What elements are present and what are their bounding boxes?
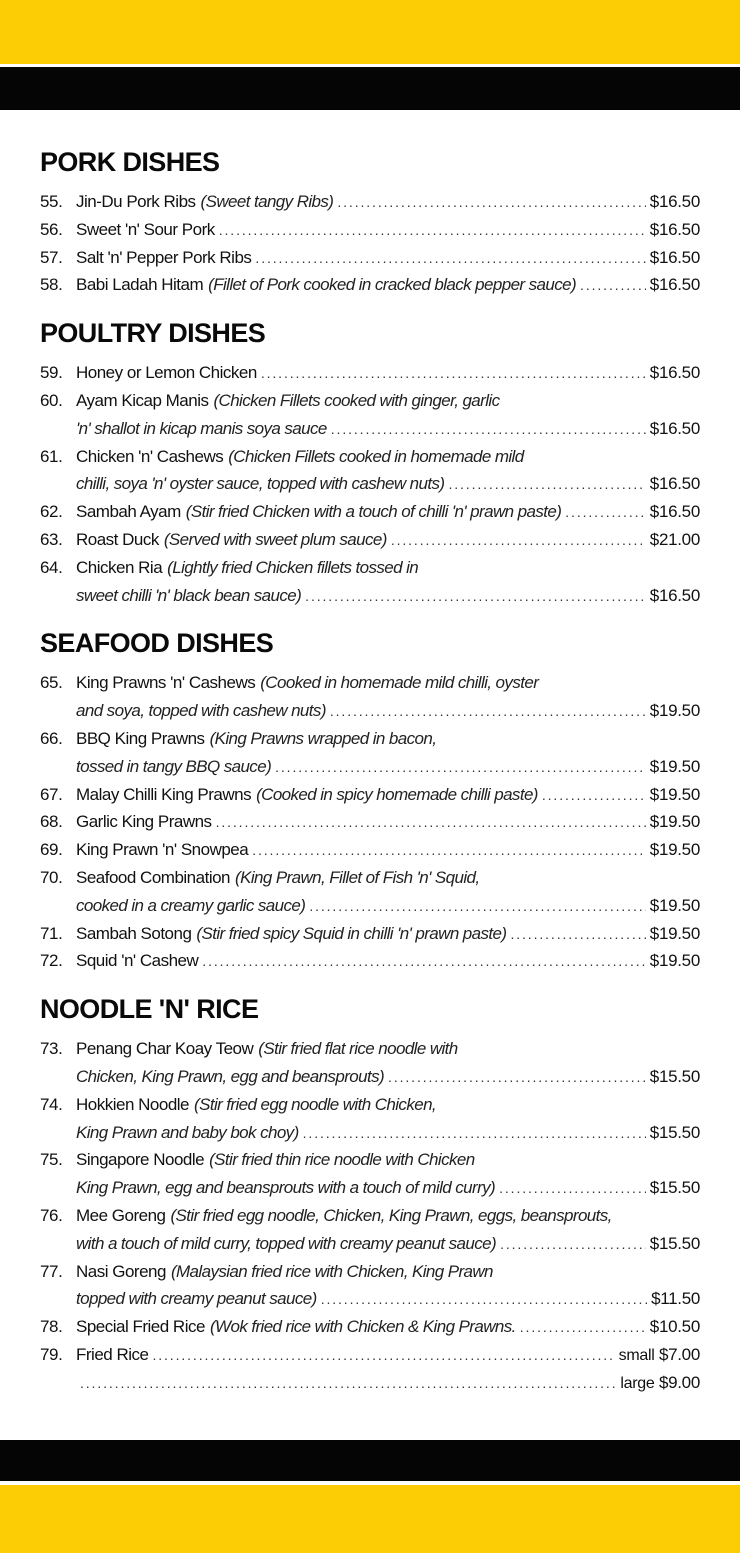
menu-item (40, 947, 700, 975)
item-price: $16.50 (649, 418, 700, 438)
dot-leader (331, 416, 646, 443)
dot-leader (216, 809, 646, 836)
dot-leader (152, 1342, 614, 1369)
dot-leader (202, 948, 646, 975)
menu-item-continuation (40, 1230, 700, 1258)
item-number: 72. (40, 951, 63, 971)
item-price: $19.50 (649, 784, 700, 804)
item-number: 60. (40, 390, 63, 410)
item-number: 57. (40, 247, 63, 267)
item-price: $21.00 (649, 529, 700, 549)
dot-leader (542, 782, 646, 809)
item-number: 55. (40, 192, 63, 211)
item-name: Sambah Sotong (76, 923, 192, 943)
menu-section (40, 311, 700, 609)
item-number: 73. (40, 1039, 63, 1059)
dot-leader (305, 583, 646, 610)
menu-item (40, 554, 700, 582)
item-number: 59. (40, 363, 63, 383)
dot-leader (565, 499, 646, 526)
menu-item-continuation (40, 697, 700, 725)
item-name: Special Fried Rice (76, 1317, 205, 1337)
menu-item (40, 808, 700, 836)
item-name: Garlic King Prawns (76, 812, 212, 832)
item-description: (Chicken Fillets cooked in homemade mild (228, 446, 524, 466)
item-description: (Stir fried egg noodle, Chicken, King Prawn, eggs, beansprouts, (170, 1205, 612, 1225)
item-name: Malay Chilli King Prawns (76, 784, 252, 804)
item-description: (Malaysian fried rice with Chicken, King Prawn (170, 1261, 493, 1281)
price-size-label: large (620, 1374, 655, 1392)
item-description: (Stir fried flat rice noodle with (258, 1039, 458, 1059)
item-name: Salt 'n' Pepper Pork Ribs (76, 247, 252, 267)
menu-item (40, 526, 700, 554)
bottom-black-band (0, 1440, 740, 1481)
dot-leader (255, 245, 645, 272)
menu-item-continuation (40, 1285, 700, 1313)
item-number: 67. (40, 784, 63, 804)
menu-item (40, 725, 700, 753)
item-number: 62. (40, 502, 63, 522)
item-description-continued: King Prawn and baby bok choy) (76, 1122, 299, 1142)
section-title: POULTRY DISHES (40, 318, 266, 349)
item-number: 68. (40, 812, 63, 832)
top-yellow-band (0, 0, 740, 64)
dot-leader (261, 360, 646, 387)
item-price: $16.50 (649, 585, 700, 605)
menu-item (40, 1035, 700, 1063)
menu-item (40, 1258, 700, 1286)
item-price: $16.50 (649, 192, 700, 211)
item-description-continued: King Prawn, egg and beansprouts with a touch of mild curry) (76, 1178, 496, 1198)
item-name: Sambah Ayam (76, 502, 181, 522)
item-description: (Served with sweet plum sauce) (163, 529, 387, 549)
item-number: 69. (40, 840, 63, 860)
menu-item (40, 1146, 700, 1174)
item-name: Jin-Du Pork Ribs (76, 192, 196, 211)
dot-leader (448, 471, 645, 498)
item-price: $16.50 (649, 363, 700, 383)
price-size-label: small (618, 1346, 655, 1364)
item-number: 77. (40, 1261, 63, 1281)
menu-item-continuation (40, 415, 700, 443)
dot-leader (303, 1120, 646, 1147)
item-name: Fried Rice (76, 1344, 149, 1364)
menu-item (40, 1313, 700, 1341)
menu-item-continuation (40, 582, 700, 610)
item-price: $11.50 (651, 1289, 700, 1309)
item-description: (Chicken Fillets cooked with ginger, garlic (213, 390, 500, 410)
menu-item (40, 244, 700, 272)
menu-item (40, 443, 700, 471)
item-description: (Stir fried Chicken with a touch of chilli 'n' prawn paste) (185, 502, 562, 522)
dot-leader (520, 1314, 646, 1341)
item-description-continued: topped with creamy peanut sauce) (76, 1289, 317, 1309)
menu-item (40, 669, 700, 697)
item-name: Babi Ladah Hitam (76, 275, 204, 295)
item-number: 58. (40, 275, 63, 295)
item-price: $19.50 (649, 840, 700, 860)
item-description-continued: 'n' shallot in kicap manis soya sauce (76, 418, 327, 438)
dot-leader (510, 921, 645, 948)
menu-item-continuation (40, 470, 700, 498)
item-number: 66. (40, 728, 63, 748)
item-number: 78. (40, 1317, 63, 1337)
menu-item-continuation (40, 1174, 700, 1202)
item-price: $15.50 (649, 1122, 700, 1142)
item-description: (King Prawn, Fillet of Fish 'n' Squid, (235, 867, 480, 887)
item-number: 71. (40, 923, 63, 943)
item-name: Roast Duck (76, 529, 159, 549)
dot-leader (391, 527, 646, 554)
item-price: $16.50 (649, 474, 700, 494)
item-name: Hokkien Noodle (76, 1094, 190, 1114)
menu-item (40, 1341, 700, 1369)
top-black-band (0, 67, 740, 110)
dot-leader (309, 893, 645, 920)
menu-item (40, 188, 700, 216)
item-description-continued: Chicken, King Prawn, egg and beansprouts) (76, 1066, 385, 1086)
item-list (40, 669, 700, 975)
item-name: Sweet 'n' Sour Pork (76, 219, 215, 239)
menu-content (40, 140, 700, 1396)
item-price: $19.50 (649, 895, 700, 915)
dot-leader (321, 1286, 647, 1313)
dot-leader (337, 189, 645, 216)
dot-leader (330, 698, 646, 725)
item-name: Mee Goreng (76, 1205, 166, 1225)
section-title: SEAFOOD DISHES (40, 628, 274, 659)
item-price (619, 1341, 700, 1369)
menu-item (40, 387, 700, 415)
section-title: PORK DISHES (40, 147, 220, 177)
item-name: Honey or Lemon Chicken (76, 363, 257, 383)
item-description: (Lightly fried Chicken fillets tossed in (167, 557, 419, 577)
item-list (40, 1035, 700, 1396)
menu-item (40, 836, 700, 864)
price-value: $7.00 (658, 1344, 700, 1364)
dot-leader (275, 754, 646, 781)
item-description: (Stir fried egg noodle with Chicken, (194, 1094, 437, 1114)
menu-item (40, 1091, 700, 1119)
item-name: Chicken 'n' Cashews (76, 446, 224, 466)
menu-section (40, 140, 700, 299)
item-number: 63. (40, 529, 63, 549)
menu-item (40, 216, 700, 244)
item-name: BBQ King Prawns (76, 728, 205, 748)
item-price: $10.50 (649, 1317, 700, 1337)
item-description-continued: cooked in a creamy garlic sauce) (76, 895, 306, 915)
item-price-large (620, 1369, 700, 1397)
item-description: (Fillet of Pork cooked in cracked black pepper sauce) (208, 275, 577, 295)
menu-item (40, 920, 700, 948)
section-title: NOODLE 'N' RICE (40, 994, 259, 1025)
menu-item (40, 864, 700, 892)
item-number: 64. (40, 557, 63, 577)
item-price: $16.50 (649, 275, 700, 295)
menu-section (40, 621, 700, 975)
item-description: (Stir fried spicy Squid in chilli 'n' prawn paste) (196, 923, 507, 943)
menu-item (40, 781, 700, 809)
dot-leader (80, 1370, 616, 1397)
item-price: $16.50 (649, 247, 700, 267)
price-value: $9.00 (658, 1372, 700, 1392)
item-number: 76. (40, 1205, 63, 1225)
item-description-continued: tossed in tangy BBQ sauce) (76, 756, 272, 776)
dot-leader (580, 272, 646, 299)
menu-item (40, 498, 700, 526)
item-price: $19.50 (649, 951, 700, 971)
menu-item-continuation (40, 892, 700, 920)
item-list (40, 359, 700, 609)
item-description-continued: with a touch of mild curry, topped with creamy peanut sauce) (76, 1233, 497, 1253)
item-description-continued: and soya, topped with cashew nuts) (76, 701, 326, 721)
item-number: 70. (40, 867, 63, 887)
item-price: $16.50 (649, 219, 700, 239)
item-price: $19.50 (649, 756, 700, 776)
menu-item-continuation (40, 1119, 700, 1147)
dot-leader (500, 1231, 646, 1258)
dot-leader (219, 217, 646, 244)
item-number: 75. (40, 1150, 63, 1170)
dot-leader (252, 837, 646, 864)
menu-item (40, 1202, 700, 1230)
item-description-continued: sweet chilli 'n' black bean sauce) (76, 585, 302, 605)
menu-item-continuation (40, 753, 700, 781)
dot-leader (388, 1064, 646, 1091)
item-price: $15.50 (649, 1066, 700, 1086)
item-description: (Sweet tangy Ribs) (200, 192, 334, 211)
item-description-continued: chilli, soya 'n' oyster sauce, topped with cashew nuts) (76, 474, 445, 494)
menu-item-continuation (40, 1369, 700, 1397)
bottom-yellow-band (0, 1485, 740, 1553)
item-price: $15.50 (649, 1233, 700, 1253)
item-name: King Prawns 'n' Cashews (76, 673, 256, 693)
item-name: King Prawn 'n' Snowpea (76, 840, 249, 860)
item-name: Nasi Goreng (76, 1261, 166, 1281)
menu-item-continuation (40, 1063, 700, 1091)
item-description: (Wok fried rice with Chicken & King Prawns. (209, 1317, 516, 1337)
item-description: (Stir fried thin rice noodle with Chicken (209, 1150, 475, 1170)
item-list (40, 188, 700, 299)
item-price: $16.50 (649, 502, 700, 522)
item-description: (Cooked in homemade mild chilli, oyster (260, 673, 539, 693)
item-name: Ayam Kicap Manis (76, 390, 209, 410)
item-price: $15.50 (649, 1178, 700, 1198)
item-price: $19.50 (649, 701, 700, 721)
item-name: Penang Char Koay Teow (76, 1039, 254, 1059)
item-name: Chicken Ria (76, 557, 163, 577)
item-price: $19.50 (649, 923, 700, 943)
dot-leader (499, 1175, 646, 1202)
item-description: (Cooked in spicy homemade chilli paste) (256, 784, 538, 804)
menu-item (40, 359, 700, 387)
item-name: Seafood Combination (76, 867, 231, 887)
item-number: 74. (40, 1094, 63, 1114)
item-number: 61. (40, 446, 63, 466)
item-name: Squid 'n' Cashew (76, 951, 199, 971)
item-number: 79. (40, 1344, 63, 1364)
menu-section (40, 987, 700, 1396)
item-price: $19.50 (649, 812, 700, 832)
item-number: 56. (40, 219, 63, 239)
item-number: 65. (40, 673, 63, 693)
item-description: (King Prawns wrapped in bacon, (209, 728, 437, 748)
item-name: Singapore Noodle (76, 1150, 205, 1170)
menu-item (40, 271, 700, 299)
